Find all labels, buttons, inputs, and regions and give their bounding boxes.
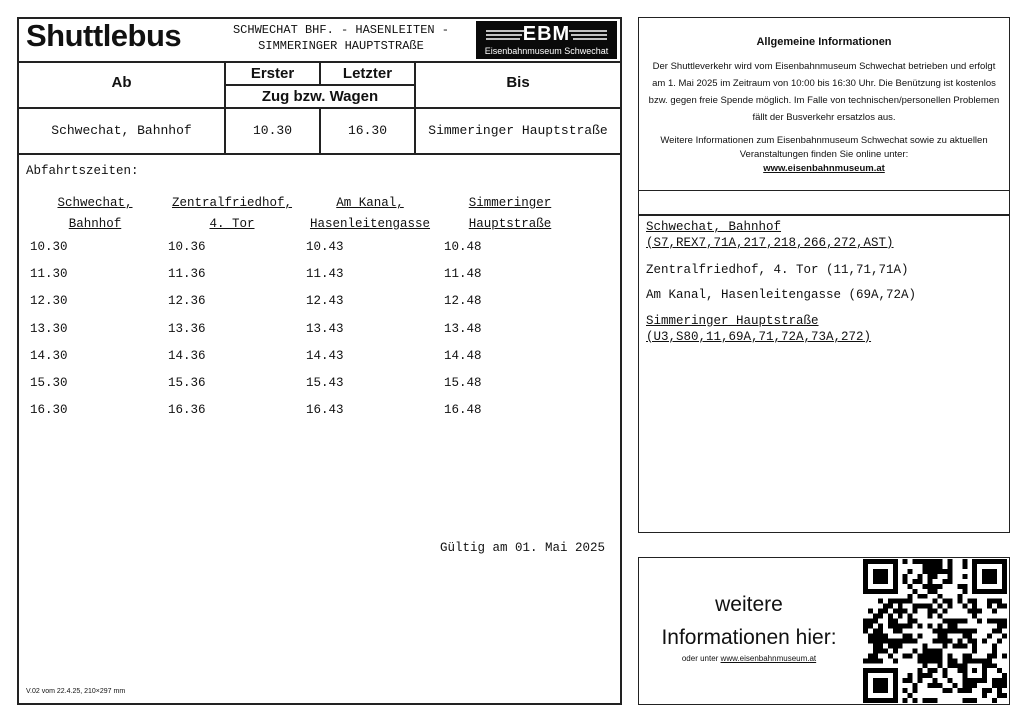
qr-code-icon[interactable]: [862, 559, 1008, 703]
col-from-header: Ab: [111, 74, 132, 91]
col-sub-header: Zug bzw. Wagen: [261, 88, 379, 105]
departure-time: 13.36: [168, 321, 206, 336]
divider: [17, 153, 622, 155]
stop-name: Simmeringer Hauptstraße: [646, 314, 819, 328]
departure-time: 14.48: [444, 348, 482, 363]
stop-zentralfriedhof: Zentralfriedhof, 4. Tor (11,71,71A): [646, 263, 909, 277]
website-link[interactable]: www.eisenbahnmuseum.at: [763, 163, 885, 174]
departure-time: 10.36: [168, 240, 206, 254]
more-line: weitere: [715, 593, 783, 616]
departure-time: 16.36: [168, 403, 206, 418]
departure-time: 16.30: [30, 403, 68, 418]
departure-time: 12.30: [30, 294, 68, 309]
stop-column-header: [440, 193, 580, 235]
divider: [224, 84, 414, 86]
departure-time: 12.43: [306, 294, 344, 309]
stop-schwechat: [646, 219, 894, 251]
header-line: Bahnhof: [68, 217, 122, 231]
departure-time: 15.43: [306, 376, 344, 390]
stop-column-header: [30, 193, 160, 235]
logo-subtitle: Eisenbahnmuseum Schwechat: [484, 46, 609, 56]
departure-time: 13.30: [30, 321, 68, 336]
departure-time: 10.30: [30, 240, 68, 254]
brand-title: Shuttlebus: [26, 18, 182, 53]
route-line: SIMMERINGER HAUPTSTRAßE: [258, 39, 424, 53]
departure-time: 11.30: [30, 267, 68, 282]
stop-lines: (U3,S80,11,69A,71,72A,73A,272): [646, 330, 872, 344]
logo-mark: EBM: [522, 23, 571, 45]
info-more-text: Weitere Informationen zum Eisenbahnmuseum Schwechat sowie zu aktuellen Veranstaltungen finden Sie online unter:: [660, 135, 988, 160]
header-line: 4. Tor: [209, 217, 255, 231]
header-line: Simmeringer: [468, 196, 552, 210]
summary-last: 16.30: [347, 123, 387, 138]
departure-time: 16.48: [444, 403, 482, 418]
info-more: [648, 134, 1000, 176]
summary-from: Schwechat, Bahnhof: [51, 123, 192, 138]
valid-date: Gültig am 01. Mai 2025: [440, 541, 606, 555]
spacer-panel: [638, 191, 1010, 215]
summary-to: Simmeringer Hauptstraße: [428, 123, 608, 138]
col-to-header: Bis: [506, 74, 530, 91]
stop-name: Schwechat, Bahnhof: [646, 220, 782, 234]
departure-time: 12.36: [168, 294, 206, 309]
departure-time: 10.48: [444, 240, 482, 254]
header-line: Hauptstraße: [468, 217, 552, 231]
departure-time: 11.43: [306, 267, 344, 282]
departure-time: 10.43: [306, 240, 344, 254]
more-prefix: oder unter: [681, 654, 719, 663]
departure-time: 14.30: [30, 348, 68, 363]
info-text: Der Shuttleverkehr wird vom Eisenbahnmuseum Schwechat betrieben und erfolgt am 1. Mai 2025 im Zeitraum von 10:00 bis 16:30 Uhr. Die Benützung ist kostenlos bzw. gegen freie Spende möglich. Im Falle von technischen/personellen Problemen fällt der Busverkehr ersatzlos aus.: [648, 61, 1000, 123]
stop-column-header: [300, 193, 440, 235]
header-line: Am Kanal,: [336, 196, 404, 210]
departure-time: 15.30: [30, 376, 68, 390]
departure-time: 11.48: [444, 267, 482, 282]
departure-time: 11.36: [168, 267, 206, 282]
website-link[interactable]: www.eisenbahnmuseum.at: [720, 654, 817, 663]
more-info-heading: [642, 588, 856, 654]
departure-time: 13.43: [306, 321, 344, 336]
departure-time: 15.36: [168, 376, 206, 390]
stop-column-header: [162, 193, 302, 235]
header-line: Schwechat,: [57, 196, 133, 210]
stop-simmering: [646, 313, 871, 345]
summary-first: 10.30: [252, 123, 292, 138]
more-line: Informationen hier:: [661, 626, 837, 649]
col-first-header: Erster: [250, 65, 295, 82]
departure-time: 14.43: [306, 348, 344, 363]
col-last-header: Letzter: [342, 65, 393, 82]
departure-time: 14.36: [168, 348, 206, 363]
route-title: [216, 22, 466, 54]
departure-time: 15.48: [444, 376, 482, 390]
route-line: SCHWECHAT BHF. - HASENLEITEN -: [232, 23, 450, 37]
header-line: Zentralfriedhof,: [171, 196, 293, 210]
departure-time: 12.48: [444, 294, 482, 309]
info-title: Allgemeine Informationen: [756, 36, 892, 48]
version-note: V.02 vom 22.4.25, 210×297 mm: [26, 688, 126, 695]
departure-time: 13.48: [444, 321, 482, 336]
departures-label: Abfahrtszeiten:: [26, 164, 139, 178]
ebm-logo: [476, 21, 617, 59]
header-line: Hasenleitengasse: [309, 217, 431, 231]
departure-time: 16.43: [306, 403, 344, 418]
stop-lines: (S7,REX7,71A,217,218,266,272,AST): [646, 236, 894, 250]
stop-am-kanal: Am Kanal, Hasenleitengasse (69A,72A): [646, 288, 917, 302]
more-info-note: [642, 654, 856, 663]
